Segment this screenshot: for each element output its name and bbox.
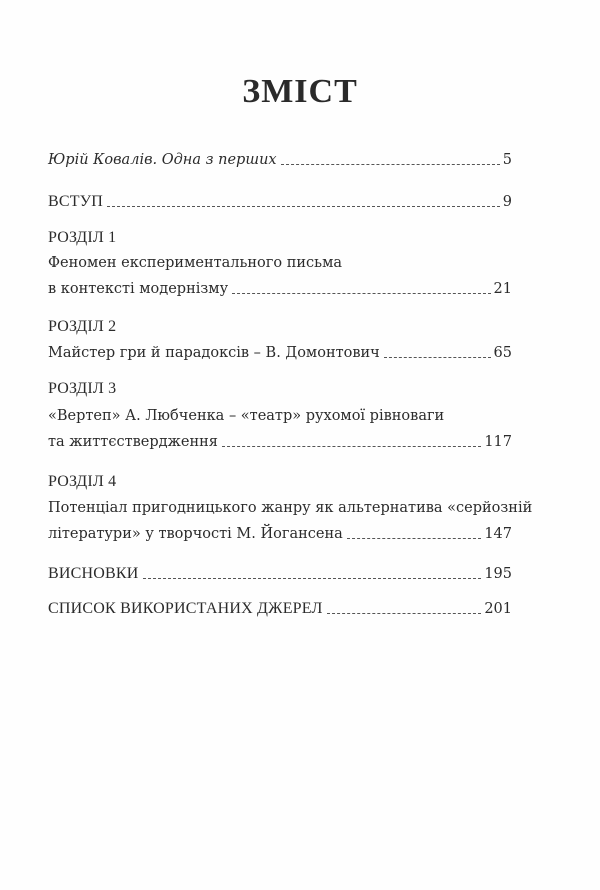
toc-entry-label: в контексті модернізму: [48, 281, 229, 297]
dot-leader: [347, 538, 482, 539]
toc-entry-label: Майстер гри й парадоксів – В. Домонтович: [48, 345, 380, 361]
toc-entry-line: Феномен експериментального письма: [48, 255, 342, 271]
toc-page-number: 201: [484, 601, 512, 617]
dot-leader: [384, 357, 491, 358]
toc-page-number: 147: [484, 526, 512, 542]
toc-entry-label: ВСТУП: [48, 193, 103, 210]
dot-leader: [143, 578, 482, 579]
toc-page-number: 195: [484, 566, 512, 582]
dot-leader: [107, 206, 500, 207]
toc-entry-label: Юрій Ковалів. Одна з перших: [48, 152, 277, 168]
toc-entry-conclusions: [48, 564, 512, 584]
toc-entry-chapter-2: [48, 343, 512, 363]
toc-entry-label: літератури» у творчості М. Йогансена: [48, 526, 343, 542]
dot-leader: [232, 293, 490, 294]
toc-page-number: 21: [493, 281, 512, 297]
toc-page-number: 117: [484, 434, 512, 450]
toc-entry-references: [48, 599, 512, 619]
toc-entry-line: «Вертеп» А. Любченка – «театр» рухомої рівноваги: [48, 408, 445, 424]
toc-entry-chapter-1: [48, 279, 512, 299]
toc-page-number: 65: [493, 345, 512, 361]
dot-leader: [222, 446, 481, 447]
toc-entry-label: СПИСОК ВИКОРИСТАНИХ ДЖЕРЕЛ: [48, 600, 323, 617]
dot-leader: [281, 164, 500, 165]
toc-entry-foreword: [48, 150, 512, 170]
dot-leader: [327, 613, 482, 614]
toc-page-number: 5: [502, 152, 512, 168]
toc-entry-label: ВИСНОВКИ: [48, 565, 139, 582]
toc-entry-chapter-4: [48, 524, 512, 544]
toc-entry-line: Потенціал пригодницького жанру як альтернатива «серйозній: [48, 500, 533, 516]
section-heading-2: РОЗДІЛ 2: [48, 318, 117, 335]
page-title: ЗМІСТ: [242, 73, 358, 110]
toc-entry-chapter-3: [48, 432, 512, 452]
section-heading-3: РОЗДІЛ 3: [48, 380, 117, 397]
section-heading-4: РОЗДІЛ 4: [48, 473, 117, 490]
toc-page-number: 9: [502, 194, 512, 210]
section-heading-1: РОЗДІЛ 1: [48, 229, 117, 246]
toc-entry-label: та життєствердження: [48, 434, 218, 450]
toc-entry-intro: [48, 192, 512, 212]
